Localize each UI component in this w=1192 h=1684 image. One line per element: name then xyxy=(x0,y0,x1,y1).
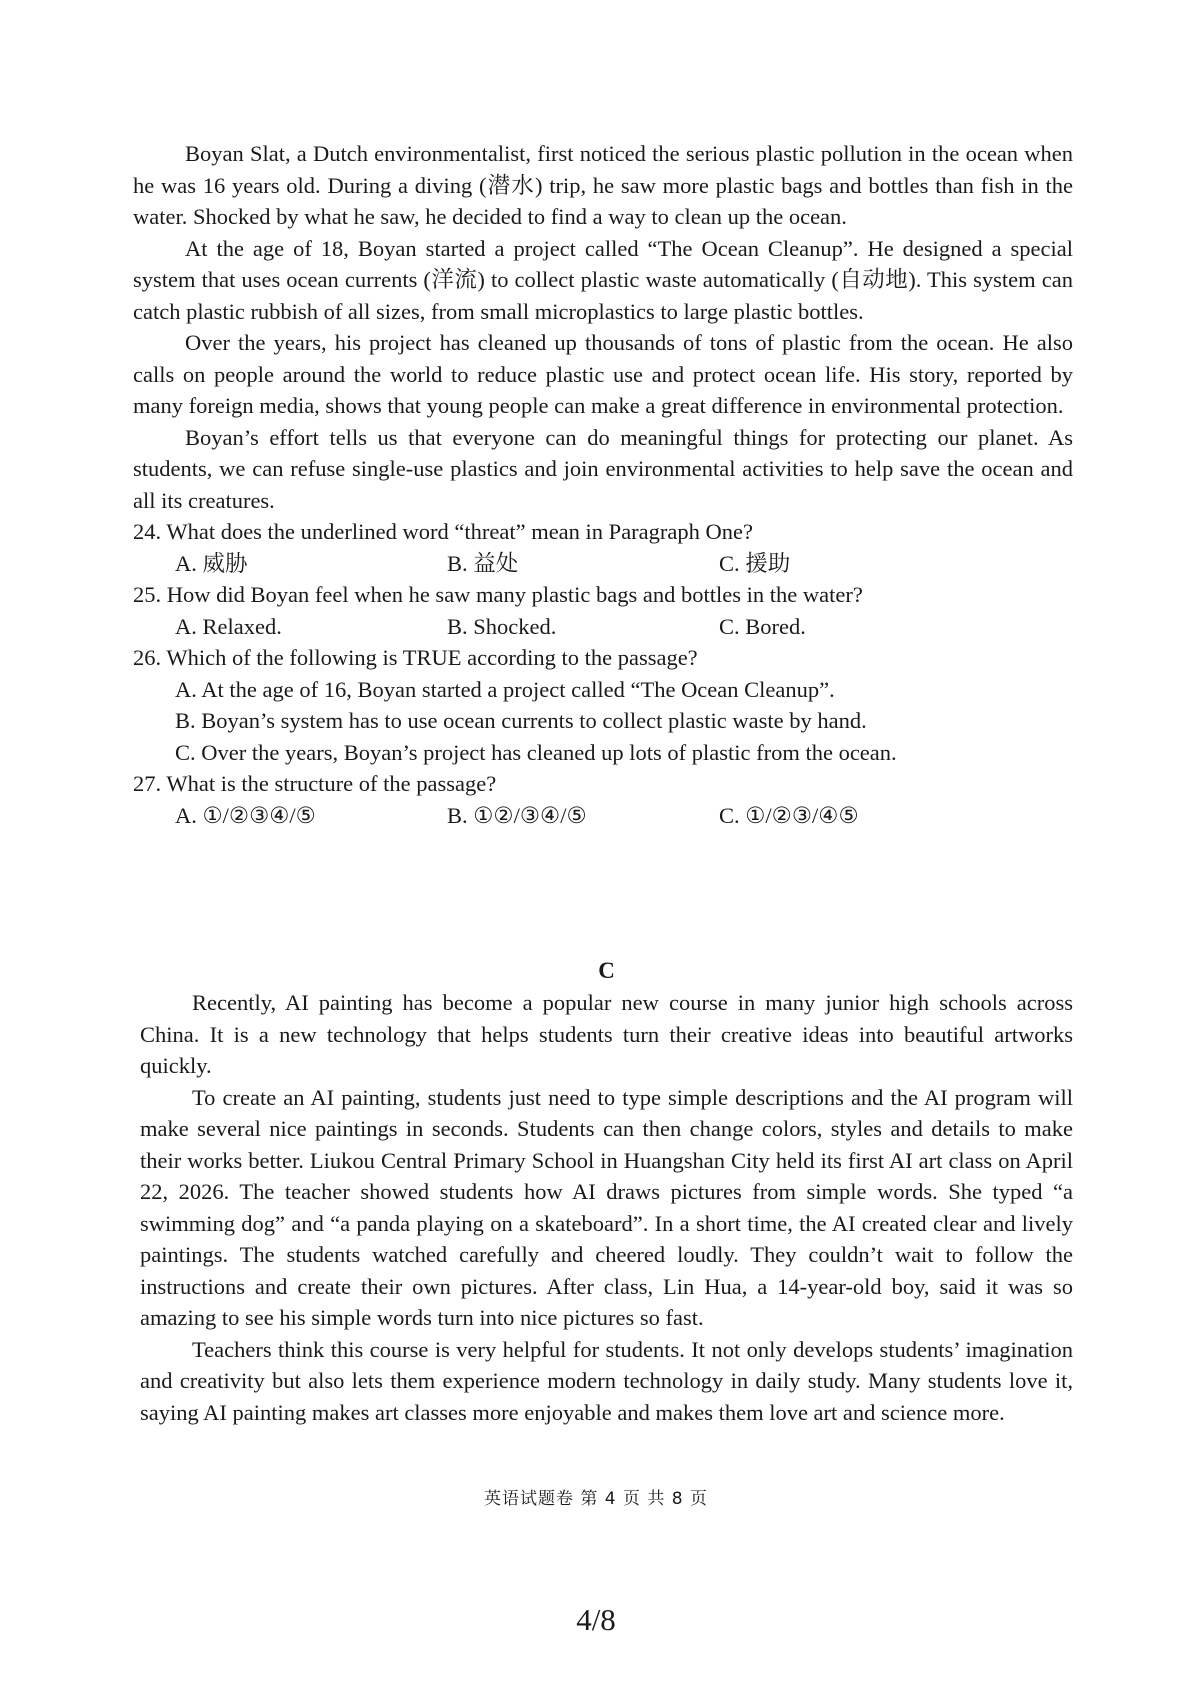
passage-paragraph: Boyan Slat, a Dutch environmentalist, first noticed the serious plastic pollution in the ocean when he was 16 years old. During a diving (潜水) trip, he saw more plastic bags and bottles than fish in the water. Shocked by what he saw, he decided to find a way to clean up the ocean. xyxy=(133,141,1073,229)
passage-b xyxy=(133,138,1073,831)
option-a: A. Relaxed. xyxy=(175,613,282,639)
question-options xyxy=(133,611,1073,643)
question-25 xyxy=(133,579,1073,642)
question-24 xyxy=(133,516,1073,579)
section-title: C xyxy=(598,958,615,983)
passage-c xyxy=(140,955,1073,1428)
question-options xyxy=(133,674,1073,769)
question-options xyxy=(133,548,1073,580)
option-c: C. 援助 xyxy=(719,550,791,576)
question-stem: 27. What is the structure of the passage? xyxy=(133,771,497,796)
passage-paragraph: To create an AI painting, students just need to type simple descriptions and the AI program will make several nice paintings in seconds. Students can then change colors, styles and details to make their works better. Liukou Central Primary School in Huangshan City held its first AI art class on April 22, 2026. The teacher showed students how AI draws pictures from simple words. She typed “a swimming dog” and “a panda playing on a skateboard”. In a short time, the AI created clear and lively paintings. The students watched carefully and cheered loudly. They couldn’t wait to follow the instructions and create their own pictures. After class, Lin Hua, a 14-year-old boy, said it was so amazing to see his simple words turn into nice pictures so fast. xyxy=(140,1084,1073,1330)
passage-paragraph: Recently, AI painting has become a popular new course in many junior high schools across China. It is a new technology that helps students turn their creative ideas into beautiful artworks quickly. xyxy=(140,990,1073,1078)
option-b: B. ①②/③④/⑤ xyxy=(447,802,587,828)
option-b: B. Boyan’s system has to use ocean currents to collect plastic waste by hand. xyxy=(175,708,867,733)
option-a: A. 威胁 xyxy=(175,550,248,576)
passage-paragraph: Boyan’s effort tells us that everyone can do meaningful things for protecting our planet. As students, we can refuse single-use plastics and join environmental activities to help save the ocean and all its creatures. xyxy=(133,424,1073,513)
option-a: A. ①/②③④/⑤ xyxy=(175,802,316,828)
question-27 xyxy=(133,768,1073,831)
question-stem: 24. What does the underlined word “threat” mean in Paragraph One? xyxy=(133,519,753,544)
option-c: C. Over the years, Boyan’s project has cleaned up lots of plastic from the ocean. xyxy=(175,739,897,765)
option-c: C. ①/②③/④⑤ xyxy=(719,802,859,828)
option-b: B. 益处 xyxy=(447,550,519,576)
option-b: B. Shocked. xyxy=(447,613,557,639)
page-footer: 英语试题卷 第 4 页 共 8 页 xyxy=(483,1489,709,1509)
page-number: 4/8 xyxy=(576,1602,616,1637)
question-26 xyxy=(133,642,1073,768)
passage-paragraph: At the age of 18, Boyan started a project called “The Ocean Cleanup”. He designed a special system that uses ocean currents (洋流) to collect plastic waste automatically (自动地). This system can catch plastic rubbish of all sizes, from small microplastics to large plastic bottles. xyxy=(133,235,1073,324)
question-options xyxy=(133,800,1073,832)
question-stem: 26. Which of the following is TRUE according to the passage? xyxy=(133,645,698,670)
question-stem: 25. How did Boyan feel when he saw many plastic bags and bottles in the water? xyxy=(133,582,863,607)
passage-paragraph: Teachers think this course is very helpful for students. It not only develops students’ imagination and creativity but also lets them experience modern technology in daily study. Many students love it, saying AI painting makes art classes more enjoyable and makes them love art and science more. xyxy=(140,1336,1073,1425)
passage-paragraph: Over the years, his project has cleaned up thousands of tons of plastic from the ocean. He also calls on people around the world to reduce plastic use and protect ocean life. His story, reported by many foreign media, shows that young people can make a great difference in environmental protection. xyxy=(133,330,1073,418)
option-c: C. Bored. xyxy=(719,613,806,639)
option-a: A. At the age of 16, Boyan started a project called “The Ocean Cleanup”. xyxy=(175,676,835,702)
